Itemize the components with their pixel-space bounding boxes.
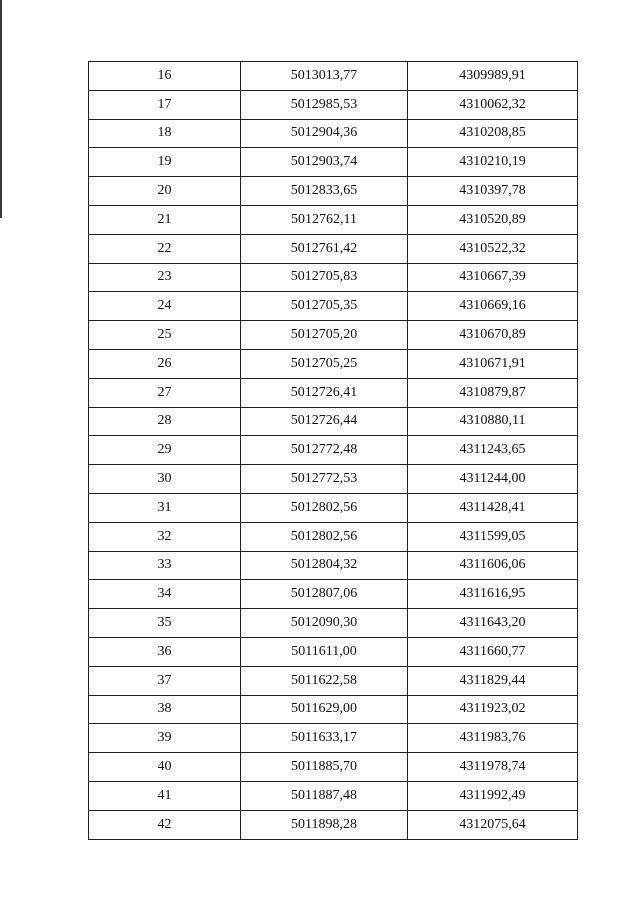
x-coordinate-cell: 5012726,41 bbox=[241, 378, 408, 407]
table-row bbox=[89, 148, 578, 177]
x-coordinate-cell: 5012772,48 bbox=[241, 436, 408, 465]
x-coordinate-cell: 5012772,53 bbox=[241, 465, 408, 494]
x-coordinate-cell: 5011887,48 bbox=[241, 781, 408, 810]
y-coordinate-cell: 4310879,87 bbox=[408, 378, 578, 407]
point-number-cell: 30 bbox=[89, 465, 241, 494]
y-coordinate-cell: 4311829,44 bbox=[408, 666, 578, 695]
point-number-cell: 18 bbox=[89, 119, 241, 148]
point-number-cell: 19 bbox=[89, 148, 241, 177]
y-coordinate-cell: 4310670,89 bbox=[408, 321, 578, 350]
point-number-cell: 33 bbox=[89, 551, 241, 580]
x-coordinate-cell: 5011885,70 bbox=[241, 753, 408, 782]
x-coordinate-cell: 5012985,53 bbox=[241, 90, 408, 119]
point-number-cell: 16 bbox=[89, 62, 241, 91]
table-row bbox=[89, 753, 578, 782]
x-coordinate-cell: 5012807,06 bbox=[241, 580, 408, 609]
x-coordinate-cell: 5012705,25 bbox=[241, 349, 408, 378]
point-number-cell: 29 bbox=[89, 436, 241, 465]
y-coordinate-cell: 4311428,41 bbox=[408, 493, 578, 522]
y-coordinate-cell: 4311660,77 bbox=[408, 637, 578, 666]
x-coordinate-cell: 5012903,74 bbox=[241, 148, 408, 177]
x-coordinate-cell: 5011898,28 bbox=[241, 810, 408, 839]
x-coordinate-cell: 5012705,20 bbox=[241, 321, 408, 350]
table-row bbox=[89, 234, 578, 263]
x-coordinate-cell: 5012904,36 bbox=[241, 119, 408, 148]
table-row bbox=[89, 90, 578, 119]
x-coordinate-cell: 5011629,00 bbox=[241, 695, 408, 724]
y-coordinate-cell: 4310669,16 bbox=[408, 292, 578, 321]
x-coordinate-cell: 5012804,32 bbox=[241, 551, 408, 580]
table-row bbox=[89, 637, 578, 666]
table-row bbox=[89, 263, 578, 292]
y-coordinate-cell: 4310671,91 bbox=[408, 349, 578, 378]
point-number-cell: 21 bbox=[89, 205, 241, 234]
y-coordinate-cell: 4311599,05 bbox=[408, 522, 578, 551]
table-row bbox=[89, 810, 578, 839]
y-coordinate-cell: 4311643,20 bbox=[408, 609, 578, 638]
point-number-cell: 42 bbox=[89, 810, 241, 839]
table-row bbox=[89, 724, 578, 753]
y-coordinate-cell: 4310880,11 bbox=[408, 407, 578, 436]
y-coordinate-cell: 4311606,06 bbox=[408, 551, 578, 580]
y-coordinate-cell: 4310522,32 bbox=[408, 234, 578, 263]
table-row bbox=[89, 321, 578, 350]
table-row bbox=[89, 522, 578, 551]
point-number-cell: 34 bbox=[89, 580, 241, 609]
x-coordinate-cell: 5012761,42 bbox=[241, 234, 408, 263]
scan-edge-mark bbox=[0, 0, 2, 218]
y-coordinate-cell: 4310397,78 bbox=[408, 177, 578, 206]
y-coordinate-cell: 4309989,91 bbox=[408, 62, 578, 91]
x-coordinate-cell: 5011633,17 bbox=[241, 724, 408, 753]
point-number-cell: 17 bbox=[89, 90, 241, 119]
table-row bbox=[89, 177, 578, 206]
point-number-cell: 27 bbox=[89, 378, 241, 407]
y-coordinate-cell: 4312075,64 bbox=[408, 810, 578, 839]
y-coordinate-cell: 4311243,65 bbox=[408, 436, 578, 465]
table-row bbox=[89, 465, 578, 494]
table-row bbox=[89, 349, 578, 378]
y-coordinate-cell: 4311616,95 bbox=[408, 580, 578, 609]
y-coordinate-cell: 4311992,49 bbox=[408, 781, 578, 810]
point-number-cell: 40 bbox=[89, 753, 241, 782]
y-coordinate-cell: 4310210,19 bbox=[408, 148, 578, 177]
point-number-cell: 20 bbox=[89, 177, 241, 206]
point-number-cell: 35 bbox=[89, 609, 241, 638]
point-number-cell: 31 bbox=[89, 493, 241, 522]
y-coordinate-cell: 4311978,74 bbox=[408, 753, 578, 782]
y-coordinate-cell: 4311244,00 bbox=[408, 465, 578, 494]
table-row bbox=[89, 62, 578, 91]
y-coordinate-cell: 4310667,39 bbox=[408, 263, 578, 292]
coordinates-table bbox=[88, 61, 578, 840]
table-row bbox=[89, 580, 578, 609]
table-row bbox=[89, 781, 578, 810]
point-number-cell: 32 bbox=[89, 522, 241, 551]
y-coordinate-cell: 4311983,76 bbox=[408, 724, 578, 753]
point-number-cell: 38 bbox=[89, 695, 241, 724]
x-coordinate-cell: 5012726,44 bbox=[241, 407, 408, 436]
point-number-cell: 36 bbox=[89, 637, 241, 666]
point-number-cell: 39 bbox=[89, 724, 241, 753]
table-row bbox=[89, 551, 578, 580]
y-coordinate-cell: 4310062,32 bbox=[408, 90, 578, 119]
table-row bbox=[89, 666, 578, 695]
y-coordinate-cell: 4311923,02 bbox=[408, 695, 578, 724]
x-coordinate-cell: 5012762,11 bbox=[241, 205, 408, 234]
coordinates-table-body bbox=[89, 62, 578, 840]
point-number-cell: 24 bbox=[89, 292, 241, 321]
x-coordinate-cell: 5012705,35 bbox=[241, 292, 408, 321]
table-row bbox=[89, 695, 578, 724]
x-coordinate-cell: 5012090,30 bbox=[241, 609, 408, 638]
table-row bbox=[89, 119, 578, 148]
table-row bbox=[89, 205, 578, 234]
x-coordinate-cell: 5012833,65 bbox=[241, 177, 408, 206]
table-row bbox=[89, 609, 578, 638]
point-number-cell: 22 bbox=[89, 234, 241, 263]
point-number-cell: 26 bbox=[89, 349, 241, 378]
x-coordinate-cell: 5011611,00 bbox=[241, 637, 408, 666]
table-row bbox=[89, 407, 578, 436]
x-coordinate-cell: 5013013,77 bbox=[241, 62, 408, 91]
y-coordinate-cell: 4310208,85 bbox=[408, 119, 578, 148]
point-number-cell: 25 bbox=[89, 321, 241, 350]
point-number-cell: 37 bbox=[89, 666, 241, 695]
table-row bbox=[89, 292, 578, 321]
x-coordinate-cell: 5012802,56 bbox=[241, 522, 408, 551]
y-coordinate-cell: 4310520,89 bbox=[408, 205, 578, 234]
point-number-cell: 23 bbox=[89, 263, 241, 292]
table-row bbox=[89, 436, 578, 465]
point-number-cell: 41 bbox=[89, 781, 241, 810]
table-row bbox=[89, 493, 578, 522]
x-coordinate-cell: 5012705,83 bbox=[241, 263, 408, 292]
table-row bbox=[89, 378, 578, 407]
x-coordinate-cell: 5011622,58 bbox=[241, 666, 408, 695]
point-number-cell: 28 bbox=[89, 407, 241, 436]
x-coordinate-cell: 5012802,56 bbox=[241, 493, 408, 522]
